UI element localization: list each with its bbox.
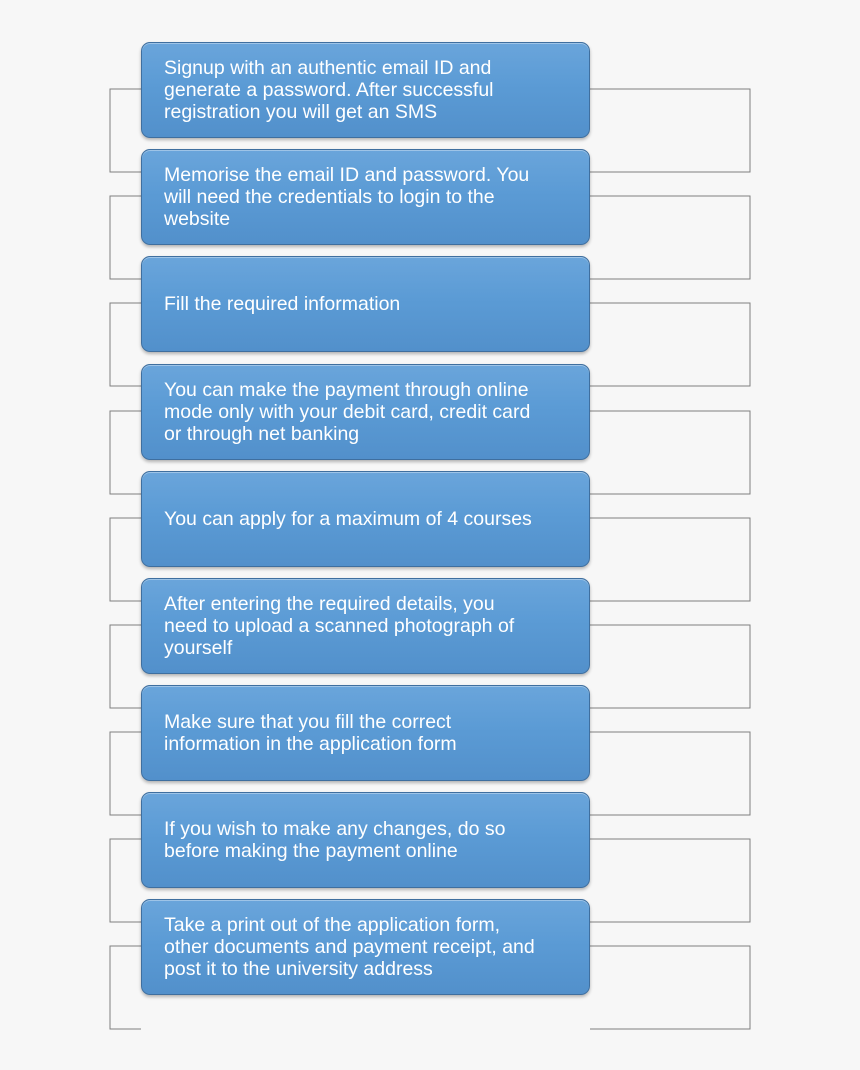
step-box-3 bbox=[141, 256, 590, 352]
step-box-8 bbox=[141, 792, 590, 888]
connector-left-9 bbox=[110, 946, 141, 1029]
connector-left-1 bbox=[110, 89, 141, 172]
connector-left-5 bbox=[110, 518, 141, 601]
step-box-2 bbox=[141, 149, 590, 245]
step-box-1 bbox=[141, 42, 590, 138]
step-box-9 bbox=[141, 899, 590, 995]
connector-right-8 bbox=[590, 839, 750, 922]
connector-right-7 bbox=[590, 732, 750, 815]
step-box-7 bbox=[141, 685, 590, 781]
connector-right-3 bbox=[590, 303, 750, 386]
connector-right-9 bbox=[590, 946, 750, 1029]
connector-right-5 bbox=[590, 518, 750, 601]
step-text-6: After entering the required details, you need to upload a scanned photograph of yourself bbox=[164, 593, 515, 659]
connector-right-6 bbox=[590, 625, 750, 708]
connector-right-4 bbox=[590, 411, 750, 494]
step-text-5: You can apply for a maximum of 4 courses bbox=[164, 508, 532, 530]
step-box-5 bbox=[141, 471, 590, 567]
step-box-6 bbox=[141, 578, 590, 674]
step-text-9: Take a print out of the application form, other documents and payment receipt, and post it to the university address bbox=[164, 914, 535, 980]
step-text-4: You can make the payment through online mode only with your debit card, credit card or through net banking bbox=[164, 379, 531, 445]
connector-right-1 bbox=[590, 89, 750, 172]
step-text-2: Memorise the email ID and password. You will need the credentials to login to the website bbox=[164, 164, 530, 230]
connector-left-2 bbox=[110, 196, 141, 279]
connector-left-8 bbox=[110, 839, 141, 922]
connector-left-3 bbox=[110, 303, 141, 386]
connector-left-4 bbox=[110, 411, 141, 494]
connector-left-6 bbox=[110, 625, 141, 708]
connector-left-7 bbox=[110, 732, 141, 815]
step-text-1: Signup with an authentic email ID and generate a password. After successful registration you will get an SMS bbox=[164, 57, 494, 123]
step-text-7: Make sure that you fill the correct information in the application form bbox=[164, 711, 457, 755]
step-text-8: If you wish to make any changes, do so before making the payment online bbox=[164, 818, 506, 862]
connector-right-2 bbox=[590, 196, 750, 279]
step-box-4 bbox=[141, 364, 590, 460]
step-text-3: Fill the required information bbox=[164, 293, 401, 315]
